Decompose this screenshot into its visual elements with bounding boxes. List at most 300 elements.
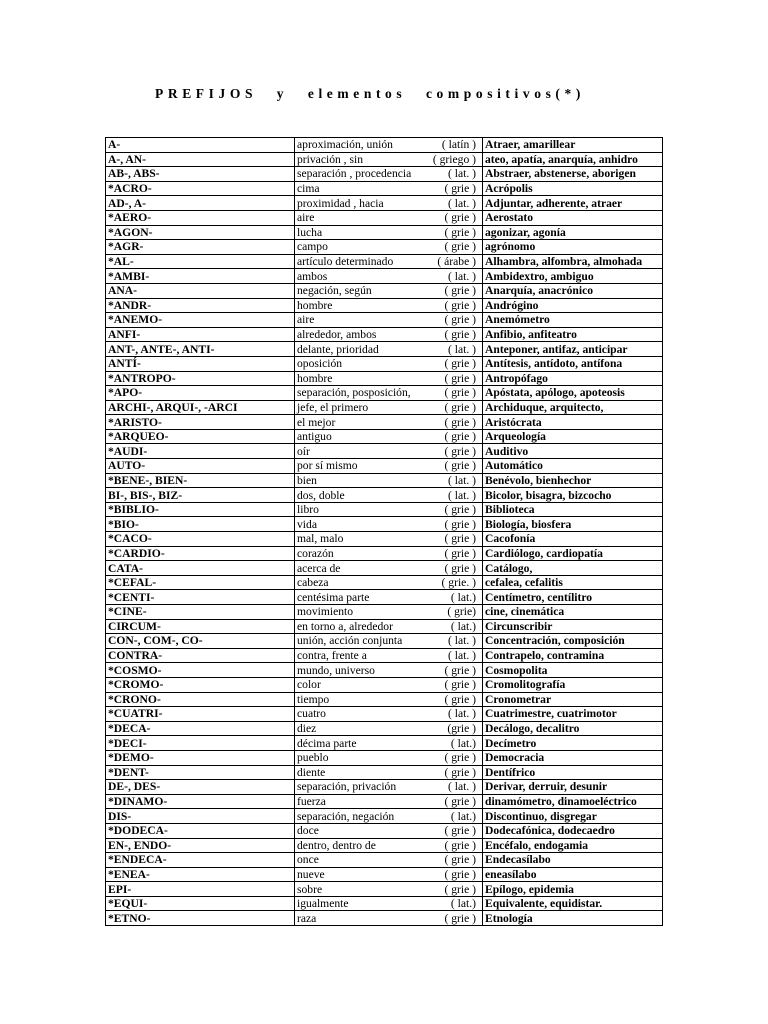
prefix-cell: CONTRA- xyxy=(106,648,295,663)
prefix-cell: *ANDR- xyxy=(106,298,295,313)
meaning-cell-content xyxy=(297,591,480,604)
table-row xyxy=(106,444,663,459)
table-row xyxy=(106,298,663,313)
examples-cell: Dodecafónica, dodecaedro xyxy=(483,823,663,838)
meaning-cell xyxy=(295,181,483,196)
table-row xyxy=(106,313,663,328)
prefix-cell: AUTO- xyxy=(106,459,295,474)
prefix-cell: *BIO- xyxy=(106,517,295,532)
prefix-cell: *AGON- xyxy=(106,225,295,240)
meaning-cell-content xyxy=(297,620,480,633)
meaning-cell xyxy=(295,882,483,897)
prefix-cell: ANFI- xyxy=(106,327,295,342)
origin-text: ( grie ) xyxy=(444,182,476,196)
meaning-cell-content xyxy=(297,664,480,677)
examples-cell: Archiduque, arquitecto, xyxy=(483,400,663,415)
table-row xyxy=(106,488,663,503)
examples-cell: Antropófago xyxy=(483,371,663,386)
origin-text: ( grie ) xyxy=(444,867,476,881)
meaning-cell xyxy=(295,911,483,926)
meaning-text: antiguo xyxy=(297,430,332,444)
meaning-cell-content xyxy=(297,780,480,793)
examples-cell: Biblioteca xyxy=(483,502,663,517)
prefix-cell: *ETNO- xyxy=(106,911,295,926)
examples-cell: agrónomo xyxy=(483,240,663,255)
meaning-cell xyxy=(295,721,483,736)
examples-cell: Decímetro xyxy=(483,736,663,751)
examples-cell: Benévolo, bienhechor xyxy=(483,473,663,488)
examples-cell: Equivalente, equidistar. xyxy=(483,896,663,911)
meaning-text: aire xyxy=(297,211,315,225)
prefix-cell: *CEFAL- xyxy=(106,575,295,590)
prefix-cell: A-, AN- xyxy=(106,152,295,167)
examples-cell: Andrógino xyxy=(483,298,663,313)
examples-cell: cefalea, cefalitis xyxy=(483,575,663,590)
table-row xyxy=(106,138,663,153)
meaning-cell-content xyxy=(297,693,480,706)
meaning-text: dentro, dentro de xyxy=(297,838,376,852)
prefix-cell: *CROMO- xyxy=(106,677,295,692)
meaning-cell xyxy=(295,750,483,765)
meaning-cell xyxy=(295,488,483,503)
prefix-cell: AB-, ABS- xyxy=(106,167,295,182)
prefix-cell: *AERO- xyxy=(106,210,295,225)
prefix-cell: *BIBLIO- xyxy=(106,502,295,517)
meaning-cell-content xyxy=(297,401,480,414)
examples-cell: Circunscribir xyxy=(483,619,663,634)
prefix-cell: *DODECA- xyxy=(106,823,295,838)
prefix-cell: *ANEMO- xyxy=(106,313,295,328)
meaning-text: lucha xyxy=(297,225,323,239)
origin-text: ( grie ) xyxy=(444,838,476,852)
prefix-cell: *CUATRI- xyxy=(106,707,295,722)
prefix-cell: *DECI- xyxy=(106,736,295,751)
meaning-cell xyxy=(295,225,483,240)
meaning-cell xyxy=(295,327,483,342)
examples-cell: Bicolor, bisagra, bizcocho xyxy=(483,488,663,503)
table-row xyxy=(106,400,663,415)
meaning-cell-content xyxy=(297,707,480,720)
meaning-cell xyxy=(295,502,483,517)
origin-text: ( grie ) xyxy=(444,692,476,706)
prefix-cell: *ARISTO- xyxy=(106,415,295,430)
examples-cell: ateo, apatía, anarquía, anhidro xyxy=(483,152,663,167)
table-row xyxy=(106,152,663,167)
meaning-cell-content xyxy=(297,299,480,312)
origin-text: ( lat. ) xyxy=(447,167,476,181)
origin-text: ( grie ) xyxy=(444,853,476,867)
meaning-cell-content xyxy=(297,576,480,589)
meaning-cell-content xyxy=(297,824,480,837)
meaning-cell-content xyxy=(297,547,480,560)
meaning-text: fuerza xyxy=(297,795,326,809)
table-row xyxy=(106,327,663,342)
meaning-text: corazón xyxy=(297,546,334,560)
origin-text: ( grie ) xyxy=(444,400,476,414)
examples-cell: Anteponer, antifaz, anticipar xyxy=(483,342,663,357)
meaning-text: mal, malo xyxy=(297,532,344,546)
meaning-text: delante, prioridad xyxy=(297,342,379,356)
examples-cell: Abstraer, abstenerse, aborigen xyxy=(483,167,663,182)
meaning-text: proximidad , hacia xyxy=(297,196,384,210)
meaning-cell-content xyxy=(297,839,480,852)
table-row xyxy=(106,882,663,897)
table-row xyxy=(106,459,663,474)
origin-text: ( griego ) xyxy=(432,152,476,166)
origin-text: (grie ) xyxy=(447,722,476,736)
prefix-cell: *CENTI- xyxy=(106,590,295,605)
meaning-text: aproximación, unión xyxy=(297,138,393,152)
origin-text: ( grie ) xyxy=(444,328,476,342)
table-row xyxy=(106,911,663,926)
examples-cell: Cacofonía xyxy=(483,532,663,547)
prefix-cell: *AL- xyxy=(106,254,295,269)
examples-cell: Epílogo, epidemia xyxy=(483,882,663,897)
origin-text: ( grie ) xyxy=(444,357,476,371)
examples-cell: Derivar, derruir, desunir xyxy=(483,780,663,795)
table-row xyxy=(106,809,663,824)
meaning-cell xyxy=(295,736,483,751)
table-row xyxy=(106,240,663,255)
meaning-cell xyxy=(295,561,483,576)
meaning-text: negación, según xyxy=(297,284,372,298)
meaning-cell xyxy=(295,356,483,371)
meaning-text: cuatro xyxy=(297,707,326,721)
meaning-text: nueve xyxy=(297,867,325,881)
table-row xyxy=(106,254,663,269)
meaning-text: campo xyxy=(297,240,328,254)
examples-cell: Antítesis, antídoto, antífona xyxy=(483,356,663,371)
meaning-text: artículo determinado xyxy=(297,255,394,269)
examples-cell: Atraer, amarillear xyxy=(483,138,663,153)
prefix-cell: *CINE- xyxy=(106,605,295,620)
meaning-text: el mejor xyxy=(297,415,336,429)
meaning-text: en torno a, alrededor xyxy=(297,619,393,633)
meaning-text: color xyxy=(297,678,321,692)
meaning-cell xyxy=(295,429,483,444)
table-row xyxy=(106,181,663,196)
origin-text: ( grie ) xyxy=(444,284,476,298)
origin-text: ( lat. ) xyxy=(447,780,476,794)
prefix-cell: DE-, DES- xyxy=(106,780,295,795)
meaning-cell xyxy=(295,415,483,430)
examples-cell: Cronometrar xyxy=(483,692,663,707)
meaning-cell-content xyxy=(297,853,480,866)
meaning-cell-content xyxy=(297,416,480,429)
meaning-cell-content xyxy=(297,343,480,356)
table-row xyxy=(106,736,663,751)
meaning-cell-content xyxy=(297,795,480,808)
meaning-text: jefe, el primero xyxy=(297,400,369,414)
prefix-cell: CATA- xyxy=(106,561,295,576)
meaning-cell xyxy=(295,677,483,692)
origin-text: ( grie. ) xyxy=(441,576,476,590)
meaning-cell-content xyxy=(297,226,480,239)
examples-cell: Cardiólogo, cardiopatía xyxy=(483,546,663,561)
meaning-text: separación, privación xyxy=(297,780,397,794)
meaning-text: separación, posposición, xyxy=(297,386,411,400)
examples-cell: Aerostato xyxy=(483,210,663,225)
prefix-cell: *ACRO- xyxy=(106,181,295,196)
examples-cell: Arqueología xyxy=(483,429,663,444)
examples-cell: dinamómetro, dinamoeléctrico xyxy=(483,794,663,809)
origin-text: ( grie ) xyxy=(444,298,476,312)
table-row xyxy=(106,663,663,678)
meaning-text: movimiento xyxy=(297,605,354,619)
examples-cell: Cuatrimestre, cuatrimotor xyxy=(483,707,663,722)
prefix-cell: EN-, ENDO- xyxy=(106,838,295,853)
origin-text: ( grie ) xyxy=(444,795,476,809)
table-row xyxy=(106,371,663,386)
table-row xyxy=(106,707,663,722)
meaning-text: separación, negación xyxy=(297,809,395,823)
table-row xyxy=(106,867,663,882)
table-row xyxy=(106,780,663,795)
table-row xyxy=(106,750,663,765)
origin-text: ( grie ) xyxy=(444,240,476,254)
meaning-text: sobre xyxy=(297,882,323,896)
prefix-cell: *DENT- xyxy=(106,765,295,780)
table-row xyxy=(106,634,663,649)
origin-text: ( grie ) xyxy=(444,459,476,473)
table-row xyxy=(106,575,663,590)
examples-cell: Ambidextro, ambiguo xyxy=(483,269,663,284)
prefix-cell: *DECA- xyxy=(106,721,295,736)
examples-cell: Alhambra, alfombra, almohada xyxy=(483,254,663,269)
prefix-cell: *AUDI- xyxy=(106,444,295,459)
examples-cell: Dentífrico xyxy=(483,765,663,780)
examples-cell: Endecasílabo xyxy=(483,853,663,868)
table-row xyxy=(106,648,663,663)
meaning-text: hombre xyxy=(297,371,333,385)
examples-cell: Anfibio, anfiteatro xyxy=(483,327,663,342)
meaning-text: contra, frente a xyxy=(297,649,367,663)
table-row xyxy=(106,590,663,605)
table-row xyxy=(106,386,663,401)
table-row xyxy=(106,269,663,284)
meaning-cell-content xyxy=(297,270,480,283)
meaning-cell-content xyxy=(297,562,480,575)
title-word-compositivos: compositivos(*) xyxy=(425,86,585,101)
meaning-cell-content xyxy=(297,868,480,881)
meaning-cell-content xyxy=(297,153,480,166)
meaning-cell-content xyxy=(297,459,480,472)
origin-text: ( lat. ) xyxy=(447,342,476,356)
prefix-cell: EPI- xyxy=(106,882,295,897)
meaning-text: unión, acción conjunta xyxy=(297,634,403,648)
meaning-cell xyxy=(295,342,483,357)
meaning-text: centésima parte xyxy=(297,590,370,604)
meaning-cell-content xyxy=(297,474,480,487)
meaning-text: mundo, universo xyxy=(297,663,375,677)
meaning-cell xyxy=(295,371,483,386)
meaning-cell xyxy=(295,867,483,882)
meaning-text: oír xyxy=(297,444,310,458)
meaning-cell-content xyxy=(297,197,480,210)
meaning-cell xyxy=(295,765,483,780)
origin-text: ( lat. ) xyxy=(447,473,476,487)
meaning-cell xyxy=(295,532,483,547)
meaning-text: privación , sin xyxy=(297,152,364,166)
meaning-text: hombre xyxy=(297,298,333,312)
prefix-cell: *EQUI- xyxy=(106,896,295,911)
meaning-cell-content xyxy=(297,182,480,195)
origin-text: ( grie ) xyxy=(444,678,476,692)
prefix-cell: *BENE-, BIEN- xyxy=(106,473,295,488)
origin-text: ( lat. ) xyxy=(447,488,476,502)
origin-text: ( latín ) xyxy=(441,138,476,152)
origin-text: ( lat. ) xyxy=(447,649,476,663)
prefix-cell: *ANTROPO- xyxy=(106,371,295,386)
meaning-text: raza xyxy=(297,911,317,925)
meaning-cell-content xyxy=(297,313,480,326)
table-row xyxy=(106,838,663,853)
prefix-cell: AD-, A- xyxy=(106,196,295,211)
meaning-cell xyxy=(295,240,483,255)
examples-cell: Democracia xyxy=(483,750,663,765)
table-row xyxy=(106,532,663,547)
examples-cell: cine, cinemática xyxy=(483,605,663,620)
meaning-cell xyxy=(295,648,483,663)
examples-cell: Encéfalo, endogamia xyxy=(483,838,663,853)
origin-text: ( grie ) xyxy=(444,532,476,546)
meaning-cell xyxy=(295,386,483,401)
meaning-cell xyxy=(295,838,483,853)
meaning-cell-content xyxy=(297,138,480,151)
title-word-y: y xyxy=(276,86,289,101)
table-row xyxy=(106,605,663,620)
origin-text: ( lat.) xyxy=(450,809,476,823)
origin-text: ( grie ) xyxy=(444,561,476,575)
meaning-text: ambos xyxy=(297,269,328,283)
prefix-cell: A- xyxy=(106,138,295,153)
page-title xyxy=(155,86,585,102)
origin-text: ( grie ) xyxy=(444,415,476,429)
meaning-cell xyxy=(295,663,483,678)
prefix-cell: BI-, BIS-, BIZ- xyxy=(106,488,295,503)
examples-cell: Cromolitografía xyxy=(483,677,663,692)
origin-text: ( lat.) xyxy=(450,590,476,604)
table-row xyxy=(106,896,663,911)
table-row xyxy=(106,283,663,298)
meaning-cell xyxy=(295,283,483,298)
meaning-text: aire xyxy=(297,313,315,327)
origin-text: ( árabe ) xyxy=(437,255,476,269)
meaning-text: vida xyxy=(297,517,317,531)
meaning-cell xyxy=(295,575,483,590)
meaning-text: diez xyxy=(297,722,317,736)
meaning-cell-content xyxy=(297,912,480,925)
meaning-cell xyxy=(295,444,483,459)
prefix-cell: *CRONO- xyxy=(106,692,295,707)
meaning-cell-content xyxy=(297,489,480,502)
prefix-cell: ANA- xyxy=(106,283,295,298)
table-row xyxy=(106,356,663,371)
prefix-cell: *AGR- xyxy=(106,240,295,255)
meaning-text: tiempo xyxy=(297,692,330,706)
meaning-cell xyxy=(295,619,483,634)
table-row xyxy=(106,546,663,561)
meaning-text: por sí mismo xyxy=(297,459,358,473)
meaning-cell xyxy=(295,809,483,824)
examples-cell: Acrópolis xyxy=(483,181,663,196)
origin-text: ( grie ) xyxy=(444,430,476,444)
prefix-cell: *ARQUEO- xyxy=(106,429,295,444)
meaning-cell-content xyxy=(297,372,480,385)
examples-cell: Adjuntar, adherente, atraer xyxy=(483,196,663,211)
meaning-cell xyxy=(295,517,483,532)
meaning-text: doce xyxy=(297,824,319,838)
prefix-cell: *ENDECA- xyxy=(106,853,295,868)
meaning-cell-content xyxy=(297,167,480,180)
table-row xyxy=(106,765,663,780)
meaning-cell-content xyxy=(297,211,480,224)
table-row xyxy=(106,415,663,430)
title-word-elementos: elementos xyxy=(307,86,407,101)
origin-text: ( grie ) xyxy=(444,371,476,385)
prefix-cell: *APO- xyxy=(106,386,295,401)
meaning-cell-content xyxy=(297,357,480,370)
meaning-cell xyxy=(295,605,483,620)
examples-cell: Anarquía, anacrónico xyxy=(483,283,663,298)
table-row xyxy=(106,502,663,517)
prefix-cell: ANTÍ- xyxy=(106,356,295,371)
prefix-cell: *DEMO- xyxy=(106,750,295,765)
table-row xyxy=(106,225,663,240)
meaning-cell-content xyxy=(297,810,480,823)
origin-text: ( grie ) xyxy=(444,517,476,531)
meaning-cell xyxy=(295,794,483,809)
examples-cell: Biología, biosfera xyxy=(483,517,663,532)
meaning-cell xyxy=(295,254,483,269)
origin-text: ( lat. ) xyxy=(447,707,476,721)
examples-cell: agonizar, agonía xyxy=(483,225,663,240)
meaning-cell xyxy=(295,313,483,328)
meaning-text: once xyxy=(297,853,319,867)
prefix-cell: *AMBI- xyxy=(106,269,295,284)
meaning-cell xyxy=(295,196,483,211)
meaning-cell xyxy=(295,269,483,284)
title-word-prefijos: PREFIJOS xyxy=(155,86,258,101)
prefix-cell: *ENEA- xyxy=(106,867,295,882)
origin-text: ( grie ) xyxy=(444,751,476,765)
meaning-cell-content xyxy=(297,737,480,750)
meaning-text: cabeza xyxy=(297,576,329,590)
meaning-text: bien xyxy=(297,473,317,487)
table-row xyxy=(106,794,663,809)
origin-text: ( lat. ) xyxy=(447,196,476,210)
meaning-cell xyxy=(295,167,483,182)
table-row xyxy=(106,692,663,707)
prefix-cell: *CACO- xyxy=(106,532,295,547)
examples-cell: Apóstata, apólogo, apoteosis xyxy=(483,386,663,401)
meaning-text: décima parte xyxy=(297,736,357,750)
examples-cell: Cosmopolita xyxy=(483,663,663,678)
meaning-text: cima xyxy=(297,182,320,196)
meaning-cell xyxy=(295,707,483,722)
table-row xyxy=(106,196,663,211)
meaning-cell-content xyxy=(297,386,480,399)
meaning-cell xyxy=(295,152,483,167)
table-row xyxy=(106,517,663,532)
origin-text: ( grie ) xyxy=(444,765,476,779)
meaning-cell xyxy=(295,823,483,838)
meaning-cell-content xyxy=(297,328,480,341)
origin-text: ( grie ) xyxy=(444,386,476,400)
examples-cell: Contrapelo, contramina xyxy=(483,648,663,663)
meaning-cell-content xyxy=(297,284,480,297)
meaning-cell-content xyxy=(297,751,480,764)
